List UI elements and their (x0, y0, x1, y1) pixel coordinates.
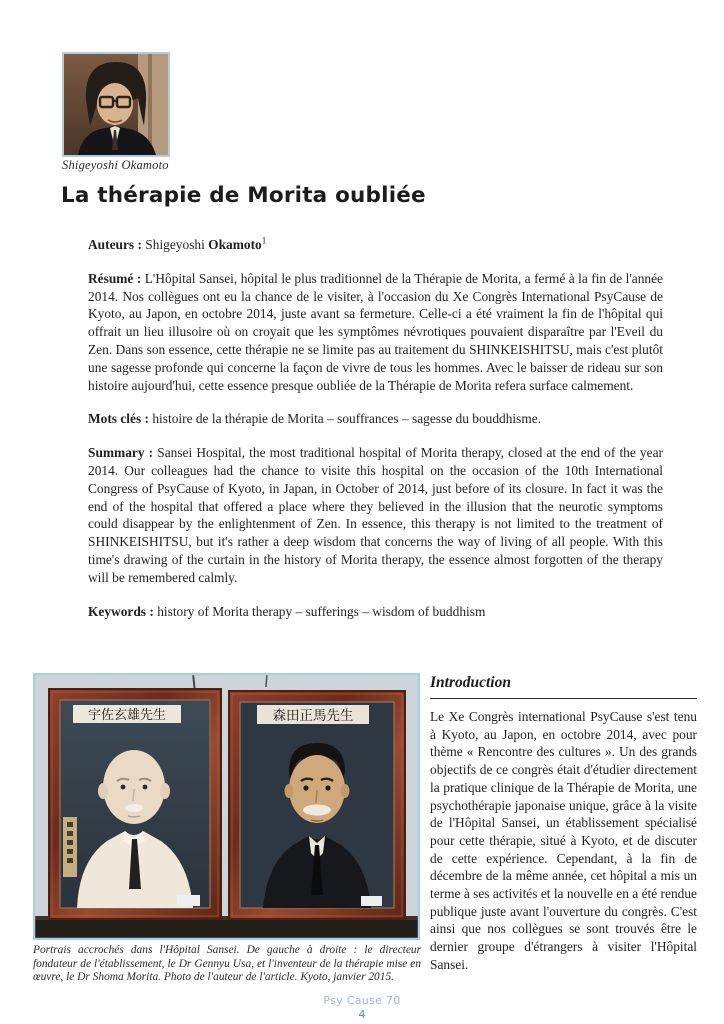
mots-cles-line (88, 410, 663, 428)
resume-paragraph (88, 270, 663, 395)
right-sign-text: 森田正馬先生 (272, 708, 354, 724)
introduction-section (430, 674, 697, 974)
right-mustache (303, 805, 331, 816)
authors-first: Shigeyoshi (145, 237, 209, 252)
authors-line (88, 236, 663, 254)
portraits-figure (33, 673, 420, 985)
authors-footnote-marker: 1 (261, 235, 267, 246)
page-title: La thérapie de Morita oubliée (61, 183, 426, 208)
mots-cles-label: Mots clés : (88, 411, 149, 427)
journal-name: Psy Cause 70 (323, 994, 401, 1007)
introduction-text: Le Xe Congrès international PsyCause s'est tenu à Kyoto, au Japon, en octobre 2014, avec pour thème « Rencontre des cultures ». Un des grands objectifs de ce congrès était d'étudier directement la pratique clinique de la Thérapie de Morita, une psychothérapie japonaise unique, grâce à la visite de l'Hôpital Sansei, un établissement spécialisé pour cette thérapie, situé à Kyoto, et de discuter de cette expérience. Cependant, à la fin de décembre de la même année, cet hôpital a mis un terme à ses activités et la nouvelle en a été rendue publique juste avant l'ouverture du congrès. C'est ainsi que nos collègues se sont trouvés être le dernier groupe d'étrangers à visiter l'Hôpital Sansei. (430, 709, 697, 972)
summary-paragraph (88, 444, 663, 586)
left-sign-text: 宇佐玄雄先生 (87, 708, 167, 723)
face (97, 83, 133, 125)
keywords-line (88, 603, 663, 621)
left-face (103, 750, 165, 824)
resume-text: L'Hôpital Sansei, hôpital le plus traditionnel de la Thérapie de Morita, a fermé à la fin de l'année 2014. Nos collègues ont eu la chance de le visiter, à l'occasion du Xe Congrès International PsyCause de Kyoto, au Japon, en octobre 2014, juste avant sa fermeture. Celle-ci a été vraiment la fin de l'hôpital qui offrait un lieu illusoire où on croyait que les symptômes névrotiques pouvaient disparaître par l'Eveil du Zen. Dans son essence, cette thérapie ne se limite pas au traitement du SHINKEISHITSU, mais c'est plutôt une sagesse profonde qui concerne la façon de vivre de tous les hommes. Avec le baisser de rideau sur son histoire aujourd'hui, cette essence presque oubliée de la Thérapie de Morita refera surface calmement. (88, 270, 663, 393)
page-footer (0, 994, 724, 1021)
author-photo-image (64, 54, 168, 155)
page-number: 4 (358, 1008, 366, 1021)
left-tag (177, 895, 200, 906)
right-tag (361, 896, 382, 906)
authors-last: Okamoto (208, 237, 262, 252)
introduction-heading: Introduction (430, 674, 697, 699)
figure-caption: Portrais accrochés dans l'Hôpital Sansei. De gauche à droite : le directeur fondateur de l'établissement, le Dr Gennyu Usa, et l'inventeur de la thérapie mise en œuvre, le Dr Shoma Morita. Photo de l'auteur de l'article. Kyoto, janvier 2015. (33, 944, 421, 984)
right-portrait (229, 691, 405, 919)
resume-label: Résumé : (88, 270, 142, 286)
abstract-block (88, 236, 663, 636)
author-photo-caption: Shigeyoshi Okamoto (62, 158, 169, 172)
mots-cles-text: histoire de la thérapie de Morita – souffrances – sagesse du bouddhisme. (152, 411, 542, 427)
keywords-label: Keywords : (88, 603, 154, 619)
summary-text: Sansei Hospital, the most traditional hospital of Morita therapy, closed at the end of the year 2014. Our colleagues had the chance to visite this hospital on the occasion of the 10th International Congress of PsyCause of Kyoto, in Japan, in October of 2014, just before of its closure. In fact it was the end of the hospital that offered a place where they believed in the illusion that the neurotic symptoms could disappear by the enlightenment of Zen. In essence, this therapy is not limited to the treatment of SHINKEISHITSU, but it's rather a deep wisdom that concerns the way of living of all people. With this time's drawing of the curtain in the history of Morita therapy, the essence almost forgotten of the therapy will be remembered calmly. (88, 445, 663, 585)
summary-label: Summary : (88, 445, 154, 461)
portraits-image (33, 673, 420, 940)
author-photo (62, 52, 170, 157)
left-mustache (125, 804, 143, 812)
left-portrait (49, 689, 221, 919)
authors-label: Auteurs : (88, 237, 142, 252)
keywords-text: history of Morita therapy – sufferings – wisdom of buddhism (157, 603, 486, 619)
